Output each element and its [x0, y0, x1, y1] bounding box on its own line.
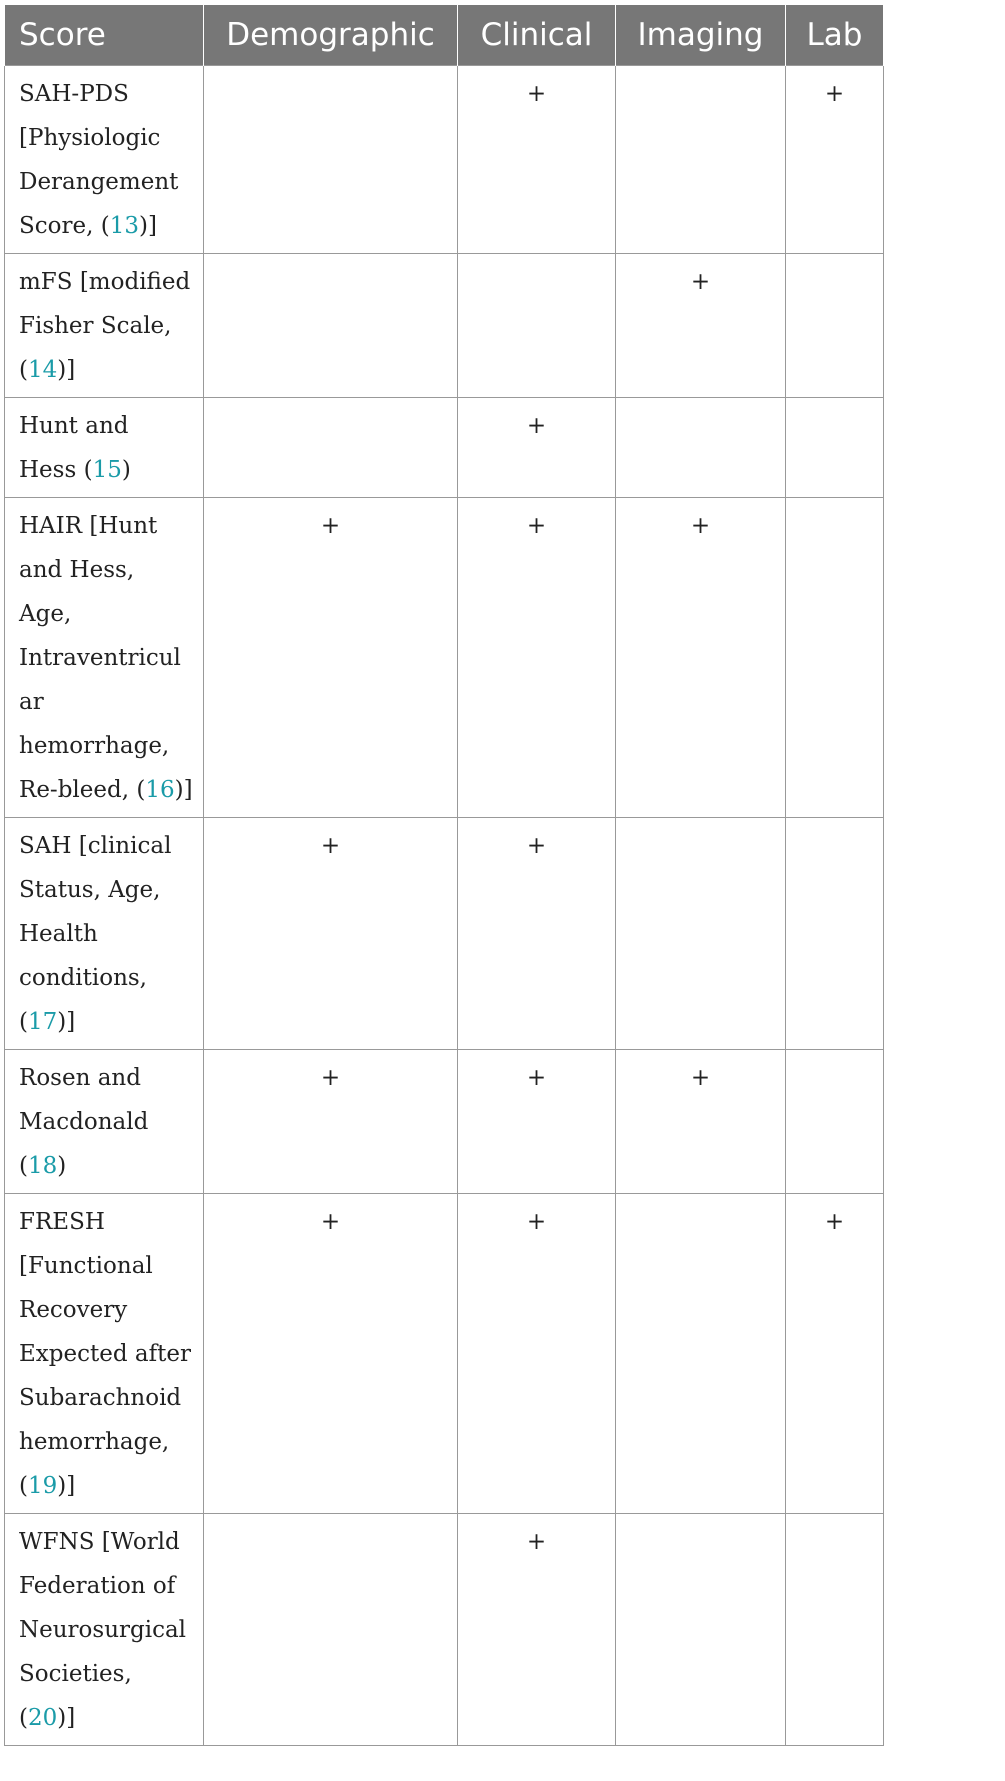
- clinical-cell: +: [458, 66, 616, 254]
- reference-link[interactable]: 16: [145, 777, 175, 803]
- demographic-cell: [204, 398, 458, 498]
- lab-cell: [786, 498, 884, 818]
- demographic-cell: [204, 1514, 458, 1746]
- clinical-cell: +: [458, 498, 616, 818]
- table-row: [5, 254, 884, 398]
- score-suffix: )]: [57, 1473, 76, 1499]
- score-cell: [5, 254, 204, 398]
- table-row: [5, 1050, 884, 1194]
- reference-link[interactable]: 13: [109, 213, 139, 239]
- lab-cell: [786, 398, 884, 498]
- score-table: [4, 4, 884, 1746]
- demographic-cell: +: [204, 1050, 458, 1194]
- score-cell: [5, 818, 204, 1050]
- lab-cell: +: [786, 66, 884, 254]
- demographic-cell: +: [204, 1194, 458, 1514]
- header-score: Score: [5, 5, 204, 66]
- demographic-cell: [204, 66, 458, 254]
- reference-link[interactable]: 17: [27, 1009, 58, 1035]
- score-cell: [5, 66, 204, 254]
- score-name: WFNS [World Federation of Neurosurgical Societies, (: [19, 1529, 187, 1731]
- score-name: SAH-PDS [Physiologic Derangement Score, (: [19, 81, 179, 239]
- reference-link[interactable]: 19: [27, 1473, 58, 1499]
- score-cell: [5, 1514, 204, 1746]
- lab-cell: +: [786, 1194, 884, 1514]
- score-suffix: ): [121, 457, 131, 483]
- header-imaging: Imaging: [616, 5, 786, 66]
- imaging-cell: [616, 818, 786, 1050]
- clinical-cell: +: [458, 818, 616, 1050]
- reference-link[interactable]: 15: [92, 457, 122, 483]
- reference-link[interactable]: 14: [27, 357, 58, 383]
- table-row: [5, 1194, 884, 1514]
- demographic-cell: [204, 254, 458, 398]
- score-cell: [5, 1194, 204, 1514]
- score-cell: [5, 1050, 204, 1194]
- demographic-cell: +: [204, 498, 458, 818]
- imaging-cell: +: [616, 498, 786, 818]
- reference-link[interactable]: 20: [27, 1705, 58, 1731]
- score-cell: [5, 498, 204, 818]
- imaging-cell: [616, 1194, 786, 1514]
- header-row: [5, 5, 884, 66]
- score-name: FRESH [Functional Recovery Expected after Subarachnoid hemorrhage, (: [19, 1209, 191, 1499]
- score-suffix: )]: [57, 1705, 76, 1731]
- header-lab: Lab: [786, 5, 884, 66]
- score-name: mFS [modified Fisher Scale, (: [19, 269, 191, 383]
- score-suffix: )]: [57, 357, 76, 383]
- table-row: [5, 398, 884, 498]
- table-row: [5, 1514, 884, 1746]
- lab-cell: [786, 818, 884, 1050]
- header-clinical: Clinical: [458, 5, 616, 66]
- lab-cell: [786, 1514, 884, 1746]
- header-demographic: Demographic: [204, 5, 458, 66]
- score-suffix: ): [57, 1153, 67, 1179]
- score-cell: [5, 398, 204, 498]
- table-row: [5, 66, 884, 254]
- imaging-cell: [616, 66, 786, 254]
- table-row: [5, 498, 884, 818]
- clinical-cell: +: [458, 1050, 616, 1194]
- score-name: Hunt and Hess (: [19, 413, 129, 483]
- clinical-cell: +: [458, 1514, 616, 1746]
- table-row: [5, 818, 884, 1050]
- lab-cell: [786, 254, 884, 398]
- imaging-cell: [616, 398, 786, 498]
- imaging-cell: [616, 1514, 786, 1746]
- score-name: Rosen and Macdonald (: [19, 1065, 149, 1179]
- imaging-cell: +: [616, 254, 786, 398]
- clinical-cell: +: [458, 398, 616, 498]
- lab-cell: [786, 1050, 884, 1194]
- clinical-cell: [458, 254, 616, 398]
- score-suffix: )]: [174, 777, 193, 803]
- demographic-cell: +: [204, 818, 458, 1050]
- score-suffix: )]: [138, 213, 157, 239]
- clinical-cell: +: [458, 1194, 616, 1514]
- reference-link[interactable]: 18: [27, 1153, 58, 1179]
- score-suffix: )]: [57, 1009, 76, 1035]
- score-name: SAH [clinical Status, Age, Health conditions, (: [19, 833, 172, 1035]
- score-name: HAIR [Hunt and Hess, Age, Intraventricular hemorrhage, Re-bleed, (: [19, 513, 181, 803]
- imaging-cell: +: [616, 1050, 786, 1194]
